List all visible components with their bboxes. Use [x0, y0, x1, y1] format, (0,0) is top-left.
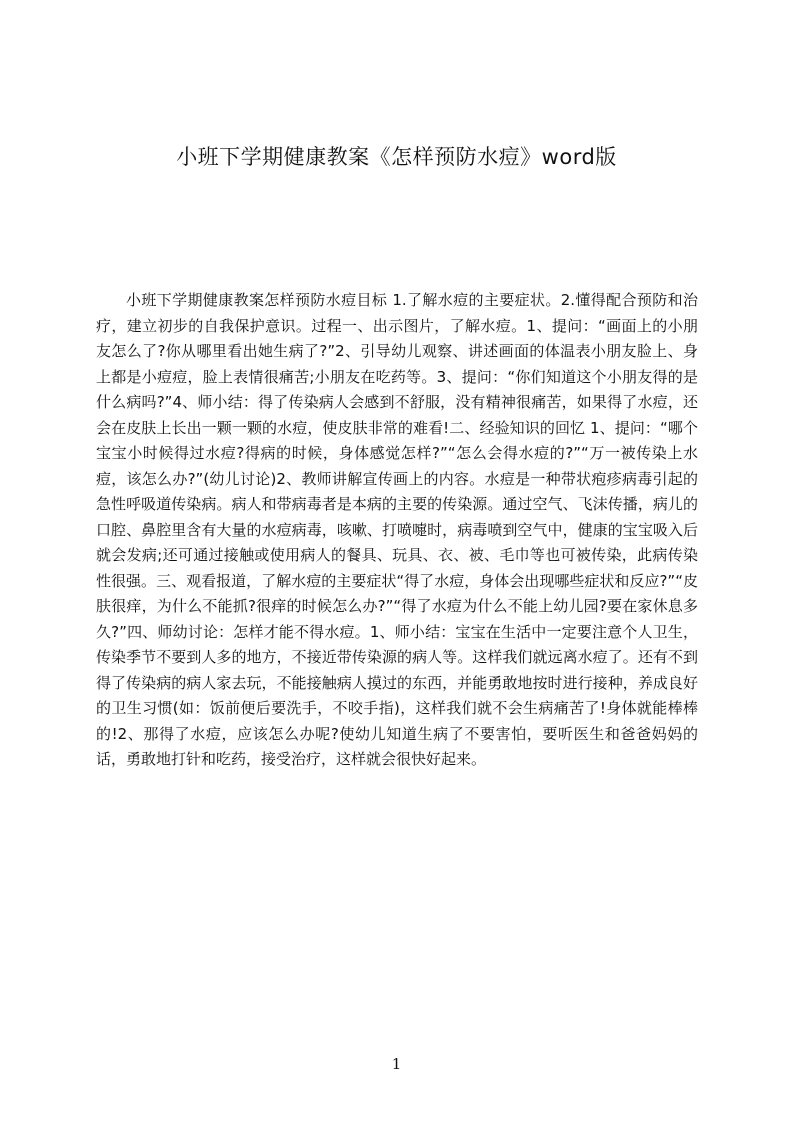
body-paragraph: 小班下学期健康教案怎样预防水痘目标 1.了解水痘的主要症状。2.懂得配合预防和治疗，建立初步的自我保护意识。过程一、出示图片，了解水痘。1、提问：“画面上的小朋友怎么了?你从哪里看出她生病了?”2、引导幼儿观察、讲述画面的体温表小朋友脸上、身上都是小痘痘，脸上表情很痛苦;小朋友在吃药等。3、提问：“你们知道这个小朋友得的是什么病吗?”4、师小结：得了传染病人会感到不舒服，没有精神很痛苦，如果得了水痘，还会在皮肤上长出一颗一颗的水痘，使皮肤非常的难看!二、经验知识的回忆 1、提问：“哪个宝宝小时候得过水痘?得病的时候，身体感觉怎样?”“怎么会得水痘的?”“万一被传染上水痘，该怎么办?”(幼儿讨论)2、教师讲解宣传画上的内容。水痘是一种带状疱疹病毒引起的急性呼吸道传染病。病人和带病毒者是本病的主要的传染源。通过空气、飞沫传播，病儿的口腔、鼻腔里含有大量的水痘病毒，咳嗽、打喷嚏时，病毒喷到空气中，健康的宝宝吸入后就会发病;还可通过接触或使用病人的餐具、玩具、衣、被、毛巾等也可被传染，此病传染性很强。三、观看报道，了解水痘的主要症状“得了水痘，身体会出现哪些症状和反应?”“皮肤很痒，为什么不能抓?很痒的时候怎么办?”“得了水痘为什么不能上幼儿园?要在家休息多久?”四、师幼讨论：怎样才能不得水痘。1、师小结：宝宝在生活中一定要注意个人卫生，传染季节不要到人多的地方，不接近带传染源的病人等。这样我们就远离水痘了。还有不到得了传染病的病人家去玩，不能接触病人摸过的东西，并能勇敢地按时进行接种，养成良好的卫生习惯(如：饭前便后要洗手，不咬手指)，这样我们就不会生病痛苦了!身体就能棒棒的!2、那得了水痘，应该怎么办呢?使幼儿知道生病了不要害怕，要听医生和爸爸妈妈的话，勇敢地打针和吃药，接受治疗，这样就会很快好起来。 [96, 291, 698, 768]
document-title: 小班下学期健康教案《怎样预防水痘》word版 [176, 145, 617, 169]
page-number: 1 [391, 1055, 402, 1073]
